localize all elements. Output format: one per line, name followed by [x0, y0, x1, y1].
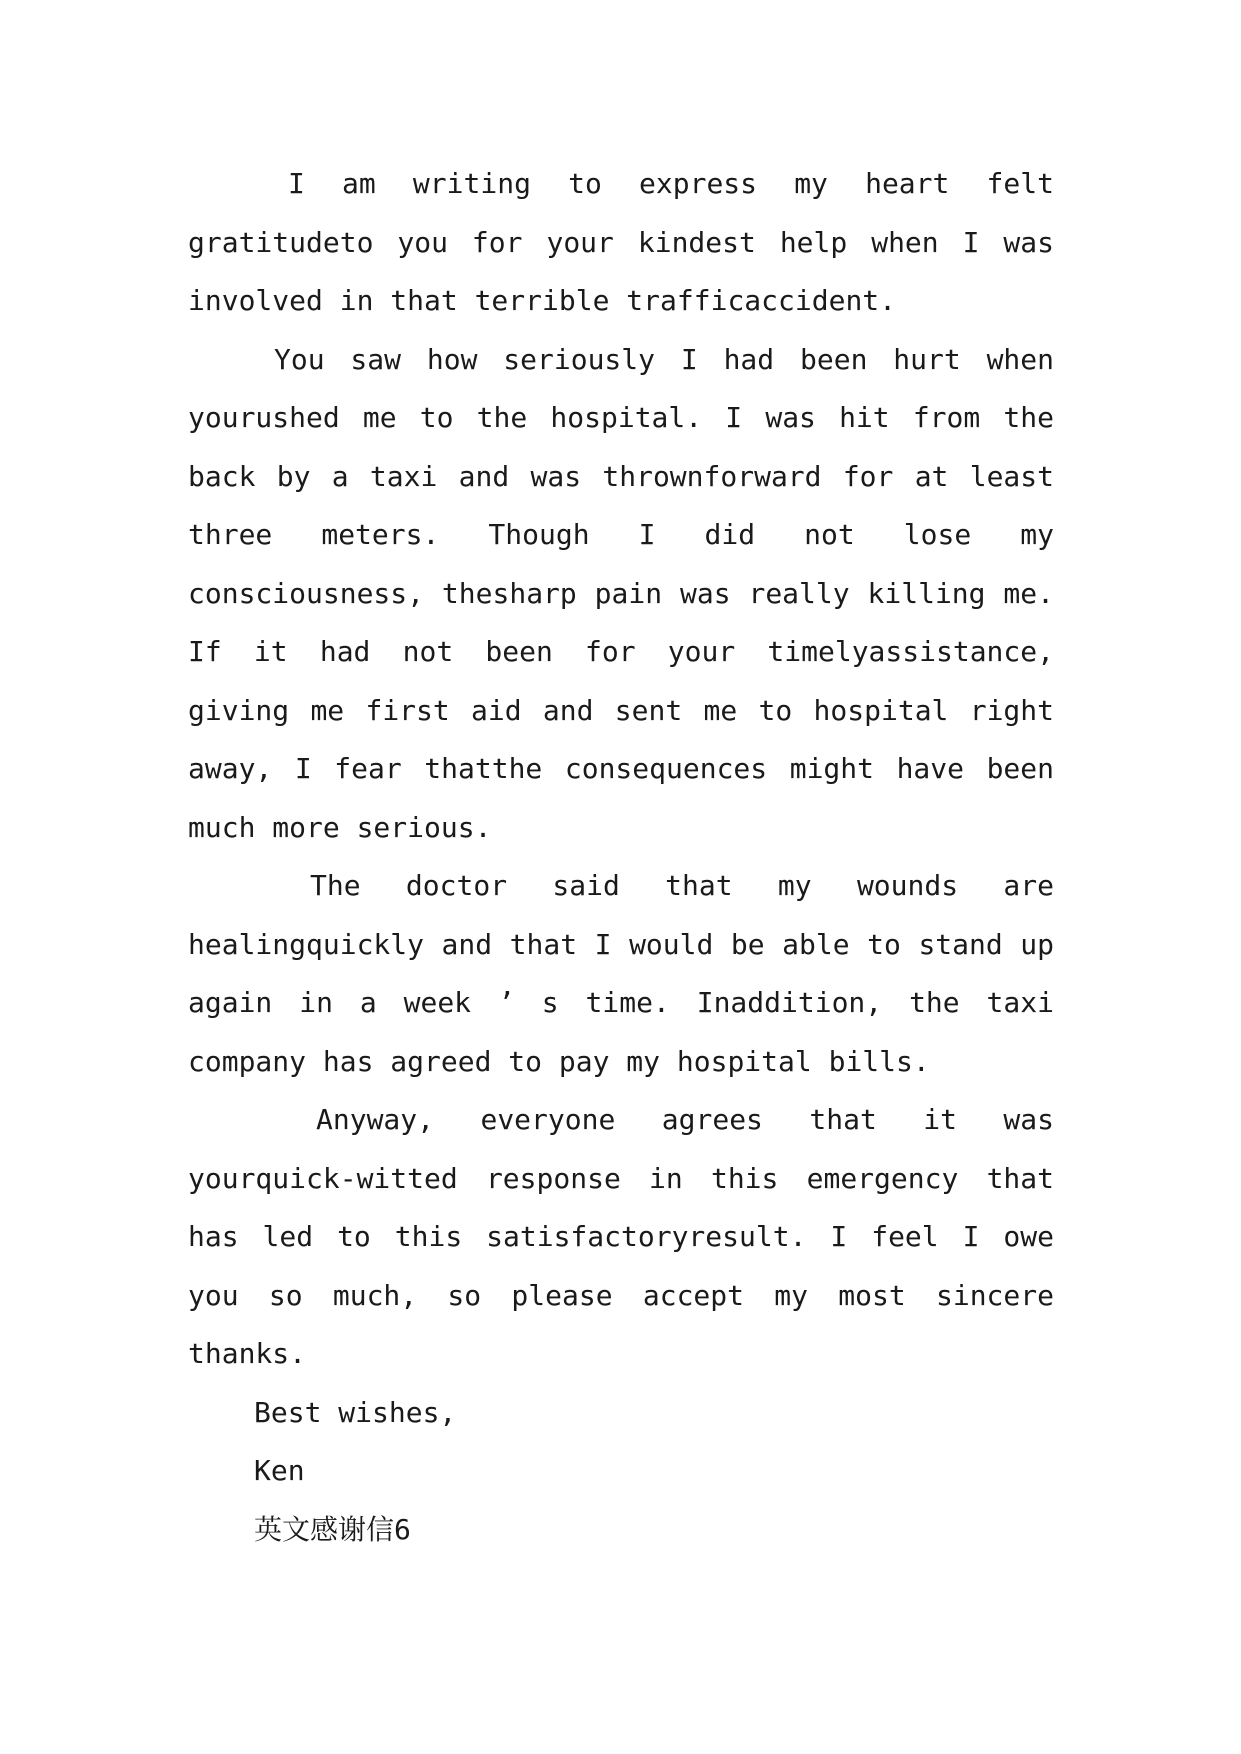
paragraph-gratitude: I am writing to express my heart felt gratitudeto you for your kindest help when I was involved in that terrible trafficaccident.	[188, 167, 1054, 317]
paragraph-thanks: Anyway, everyone agrees that it was yourquick-witted response in this emergency that has led to this satisfactoryresult. I feel I owe you so much, so please accept my most sincere thanks.	[188, 1103, 1054, 1370]
next-section-heading: 英文感谢信6	[254, 1512, 411, 1546]
signature: Ken	[254, 1454, 305, 1487]
closing-line: Best wishes,	[254, 1395, 457, 1429]
paragraph-accident: You saw how seriously I had been hurt when yourushed me to the hospital. I was hit from the back by a taxi and was thrownforward for at least three meters. Though I did not lose my consciousness, thesharp pain was really killing me. If it had not been for your timelyassistance, giving me first aid and sent me to hospital right away, I fear thatthe consequences might have been much more serious.	[188, 342, 1054, 844]
letter-body	[188, 155, 1054, 1559]
paragraph-recovery: The doctor said that my wounds are healingquickly and that I would be able to stand up again in a week ’ s time. Inaddition, the taxi company has agreed to pay my hospital bills.	[188, 869, 1054, 1078]
